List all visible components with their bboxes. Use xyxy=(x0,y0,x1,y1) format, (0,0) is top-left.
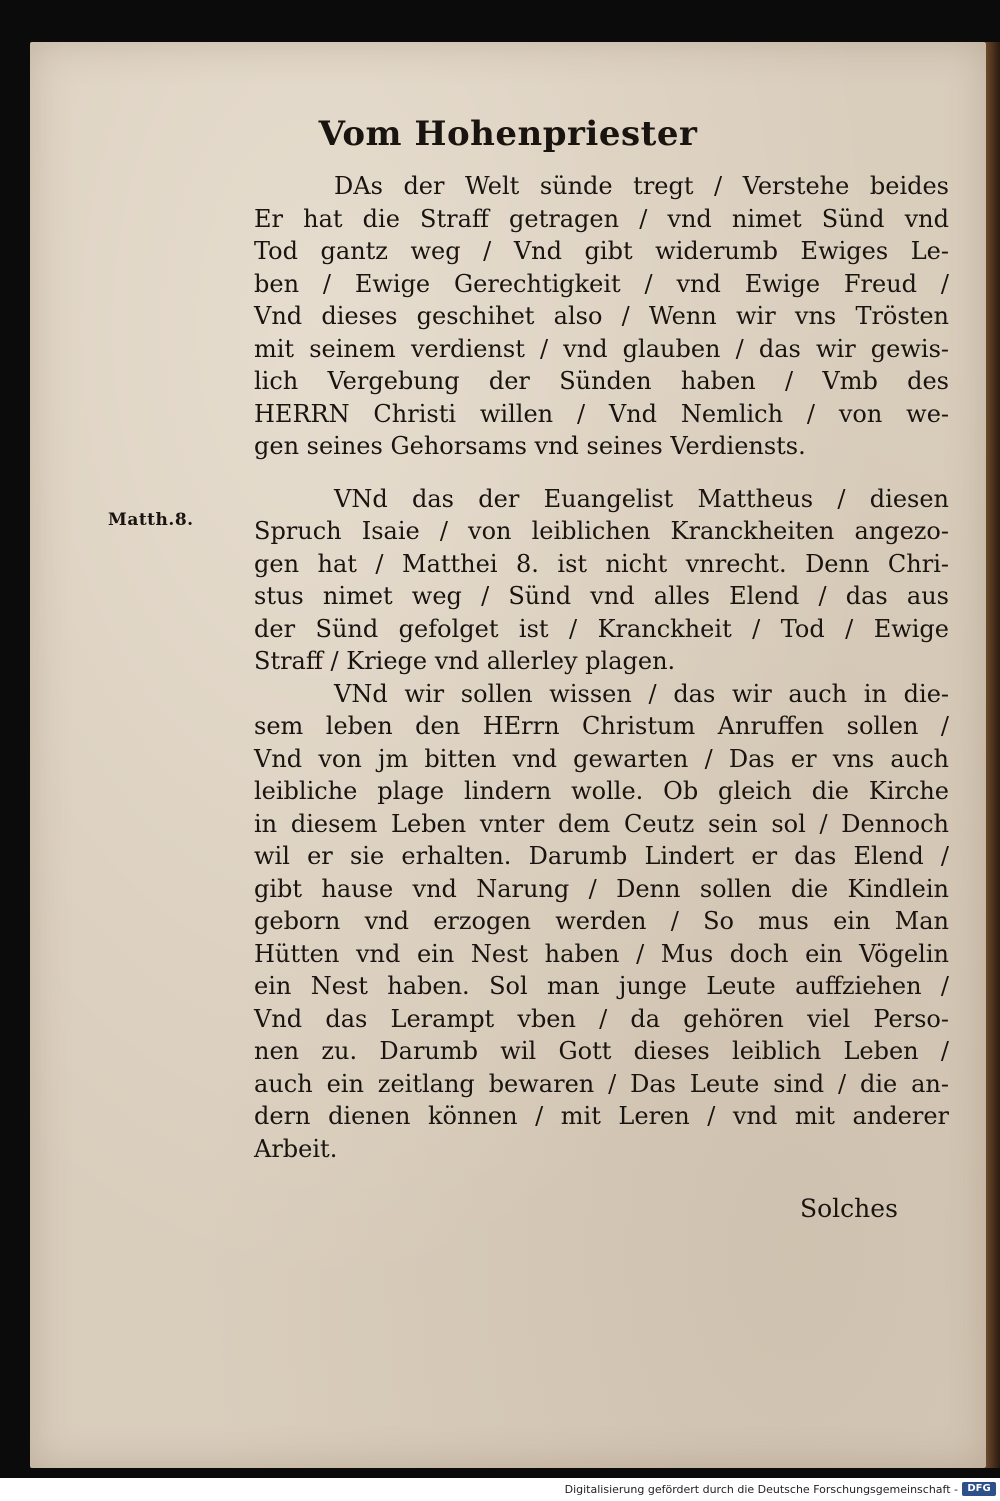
text-line: DAs der Welt sünde tregt / Verstehe beides xyxy=(334,172,949,200)
text-line: in diesem Leben vnter dem Ceutz sein sol / Dennoch xyxy=(254,809,949,838)
text-line: geborn vnd erzogen werden / So mus ein Man xyxy=(254,907,949,935)
running-head: Vom Hohenpriester xyxy=(318,114,698,154)
text-line: stus nimet weg / Sünd vnd alles Elend / das aus xyxy=(254,582,949,610)
text-line: gen seines Gehorsams vnd seines Verdiensts. xyxy=(254,432,806,460)
book-page xyxy=(30,42,986,1468)
margin-note-reference: Matth.8. xyxy=(108,510,194,530)
body-text xyxy=(254,170,949,1165)
book-edge xyxy=(986,42,1000,1468)
text-line: Vnd dieses geschihet also / Wenn wir vns Trösten xyxy=(254,302,949,330)
text-line: Hütten vnd ein Nest haben / Mus doch ein Vögelin xyxy=(254,939,949,968)
text-line: sem leben den HErrn Christum Anruffen sollen / xyxy=(254,712,949,740)
text-line: ben / Ewige Gerechtigkeit / vnd Ewige Freud / xyxy=(254,269,949,298)
text-line: mit seinem verdienst / vnd glauben / das wir gewis- xyxy=(254,334,949,363)
dfg-logo-icon: DFG xyxy=(962,1482,996,1496)
text-line: Vnd von jm bitten vnd gewarten / Das er vns auch xyxy=(254,744,949,773)
footer-bar xyxy=(0,1478,1000,1501)
text-line: leibliche plage lindern wolle. Ob gleich die Kirche xyxy=(254,777,949,805)
paragraph-3 xyxy=(254,678,949,1166)
text-line: VNd das der Euangelist Mattheus / diesen xyxy=(334,484,949,513)
paragraph-gap xyxy=(254,463,949,483)
text-line: dern dienen können / mit Leren / vnd mit anderer xyxy=(254,1102,949,1130)
funding-credit: Digitalisierung gefördert durch die Deutsche Forschungsgemeinschaft - xyxy=(564,1483,958,1496)
text-line: nen zu. Darumb wil Gott dieses leiblich Leben / xyxy=(254,1037,949,1065)
text-line: lich Vergebung der Sünden haben / Vmb des xyxy=(254,367,949,395)
text-line: der Sünd gefolget ist / Kranckheit / Tod / Ewige xyxy=(254,614,949,643)
text-line: VNd wir sollen wissen / das wir auch in die- xyxy=(334,679,949,708)
catchword: Solches xyxy=(800,1194,898,1223)
text-line: HERRN Christi willen / Vnd Nemlich / von we- xyxy=(254,399,949,428)
paragraph-2 xyxy=(254,483,949,678)
text-line: Straff / Kriege vnd allerley plagen. xyxy=(254,647,676,675)
text-line: Vnd das Lerampt vben / da gehören viel Perso- xyxy=(254,1004,949,1033)
text-line: gen hat / Matthei 8. ist nicht vnrecht. Denn Chri- xyxy=(254,549,949,578)
text-line: Arbeit. xyxy=(254,1134,338,1163)
text-line: gibt hause vnd Narung / Denn sollen die Kindlein xyxy=(254,874,949,903)
text-line: Er hat die Straff getragen / vnd nimet Sünd vnd xyxy=(254,204,949,233)
text-line: Spruch Isaie / von leiblichen Kranckheiten angezo- xyxy=(254,517,949,545)
text-line: wil er sie erhalten. Darumb Lindert er das Elend / xyxy=(254,842,949,870)
text-line: auch ein zeitlang bewaren / Das Leute sind / die an- xyxy=(254,1069,949,1098)
text-line: Tod gantz weg / Vnd gibt widerumb Ewiges Le- xyxy=(254,237,949,265)
text-line: ein Nest haben. Sol man junge Leute auffziehen / xyxy=(254,972,949,1000)
paragraph-1 xyxy=(254,170,949,463)
